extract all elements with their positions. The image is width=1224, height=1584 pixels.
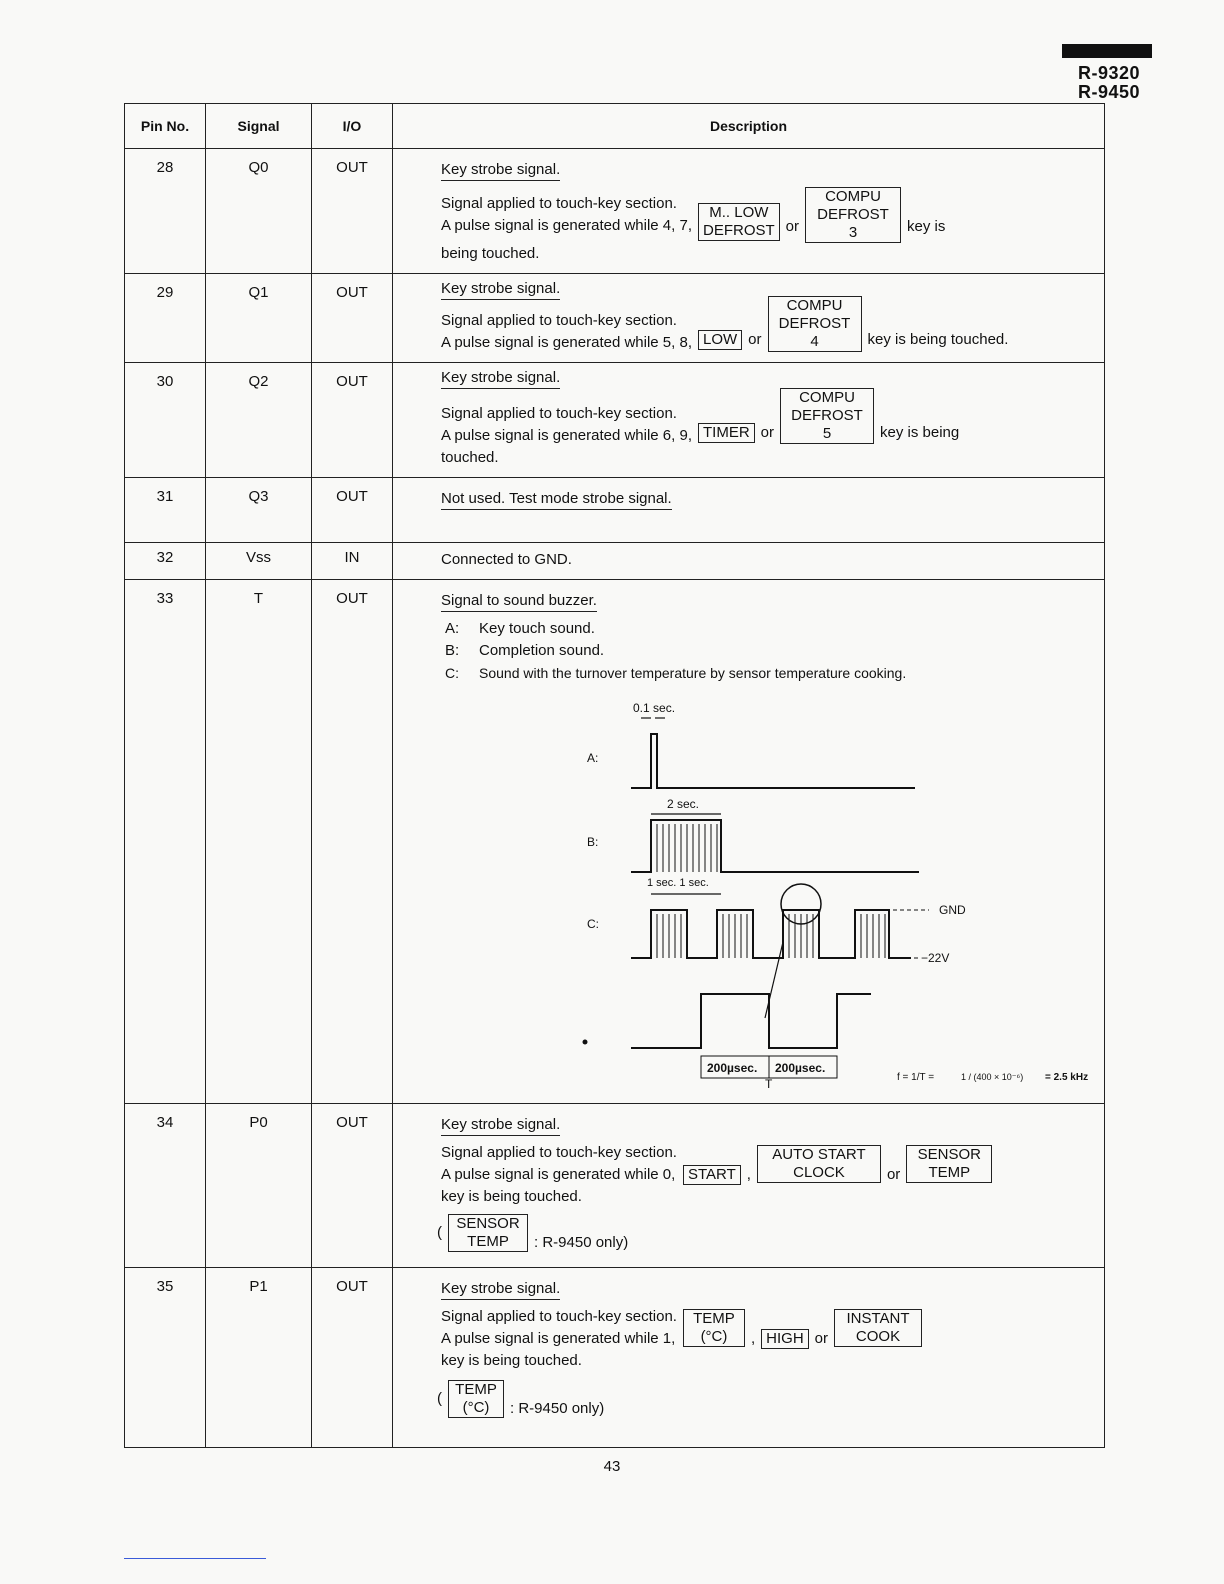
description: Key strobe signal. Signal applied to touch-key section. A pulse signal is generated while 0, START , AUTO START CLOCK or SENSOR TEMP key is being touched. ( SENSOR TEMP : R-9450 only) xyxy=(393,1104,1105,1268)
list-item: A: Key touch sound. xyxy=(445,620,595,637)
description-title: Signal to sound buzzer. xyxy=(441,591,597,612)
a-label: A: xyxy=(587,751,599,765)
signal-name: P0 xyxy=(206,1104,312,1268)
pin-number: 33 xyxy=(125,580,206,1104)
t1-label: 200µsec. xyxy=(707,1061,758,1075)
description-line: being touched. xyxy=(441,245,540,262)
pin-number: 31 xyxy=(125,478,206,543)
table-row xyxy=(125,1268,1105,1448)
io-type: OUT xyxy=(312,1104,393,1268)
a-time-label: 0.1 sec. xyxy=(633,701,676,715)
description-line: Connected to GND. xyxy=(441,551,572,568)
description-line: A pulse signal is generated while 5, 8, xyxy=(441,334,692,351)
description-title: Key strobe signal. xyxy=(441,1279,560,1300)
key-auto-start-clock: AUTO START CLOCK xyxy=(757,1145,881,1183)
list-item: B: Completion sound. xyxy=(445,642,605,659)
key-compu-defrost-4: COMPU DEFROST 4 xyxy=(768,296,862,352)
header-pin: Pin No. xyxy=(125,104,206,149)
key-start: START xyxy=(683,1165,741,1185)
io-type: OUT xyxy=(312,363,393,478)
io-type: OUT xyxy=(312,149,393,274)
or-text: or xyxy=(814,1330,828,1347)
header-description: Description xyxy=(393,104,1105,149)
b-label: B: xyxy=(587,835,599,849)
signal-name: Q2 xyxy=(206,363,312,478)
v22-label: −22V xyxy=(921,951,950,965)
buzzer-waveform-diagram xyxy=(521,688,1121,1088)
b-time-label: 2 sec. xyxy=(667,797,700,811)
key-compu-defrost-3: COMPU DEFROST 3 xyxy=(805,187,901,243)
description-tail: key is being touched. xyxy=(867,331,1009,348)
description-line: Signal applied to touch-key section. xyxy=(441,1144,677,1161)
key-temp-c-note: TEMP (°C) xyxy=(448,1380,504,1418)
waveform-b xyxy=(631,820,919,872)
io-type: IN xyxy=(312,543,393,580)
description-line: A pulse signal is generated while 4, 7, xyxy=(441,217,692,234)
description-title: Key strobe signal. xyxy=(441,368,560,389)
io-type: OUT xyxy=(312,580,393,1104)
table-row xyxy=(125,580,1105,1104)
model-number: R-9320 xyxy=(1078,63,1141,83)
note-text: : R-9450 only) xyxy=(510,1400,605,1417)
page-number: 43 xyxy=(603,1458,621,1475)
zoom-pointer xyxy=(765,942,783,1018)
description-title: Key strobe signal. xyxy=(441,1115,560,1136)
signal-name: P1 xyxy=(206,1268,312,1448)
description xyxy=(393,478,1105,543)
list-item: C: Sound with the turnover temperature by sensor temperature cooking. xyxy=(445,665,907,681)
table-header-row xyxy=(125,104,1105,149)
description: Key strobe signal. Signal applied to touch-key section. A pulse signal is generated while 1, TEMP (°C) , HIGH or INSTANT COOK key is being touched. ( TEMP (°C) : R-9450 only) xyxy=(393,1268,1105,1448)
description-line: Signal applied to touch-key section. xyxy=(441,195,677,212)
key-sensor-temp-note: SENSOR TEMP xyxy=(448,1214,528,1252)
description xyxy=(393,580,1105,1104)
description-line: touched. xyxy=(441,449,499,466)
description-line: Signal applied to touch-key section. xyxy=(441,312,677,329)
or-text: or xyxy=(760,424,775,441)
c-time-label: 1 sec. 1 sec. xyxy=(647,877,709,889)
or-text: or xyxy=(785,218,800,235)
pin-number: 35 xyxy=(125,1268,206,1448)
header-black-bar xyxy=(1062,44,1152,58)
pin-number: 29 xyxy=(125,274,206,363)
description-line: key is being touched. xyxy=(441,1188,582,1205)
table-row xyxy=(125,478,1105,543)
description xyxy=(393,543,1105,580)
description-line: A pulse signal is generated while 1, xyxy=(441,1330,676,1347)
bullet-dot xyxy=(583,1040,588,1045)
io-type: OUT xyxy=(312,1268,393,1448)
table-row xyxy=(125,149,1105,274)
gnd-label: GND xyxy=(939,903,966,917)
formula-fraction: 1 / (400 × 10⁻⁶) xyxy=(961,1072,1024,1082)
table-row xyxy=(125,1104,1105,1268)
note-text: : R-9450 only) xyxy=(534,1234,629,1251)
pin-description-table xyxy=(124,103,1105,1448)
key-timer: TIMER xyxy=(698,423,755,443)
header-signal: Signal xyxy=(206,104,312,149)
description-title: Not used. Test mode strobe signal. xyxy=(441,489,672,510)
square-wave xyxy=(631,994,871,1048)
waveform-c xyxy=(631,910,911,958)
io-type: OUT xyxy=(312,478,393,543)
description-tail: key is xyxy=(907,218,946,235)
header-io: I/O xyxy=(312,104,393,149)
key-compu-defrost-5: COMPU DEFROST 5 xyxy=(780,388,874,444)
description xyxy=(393,363,1105,478)
signal-name: Q1 xyxy=(206,274,312,363)
table-row xyxy=(125,363,1105,478)
description-title: Key strobe signal. xyxy=(441,279,560,300)
key-high: HIGH xyxy=(761,1329,809,1349)
description xyxy=(393,149,1105,274)
description xyxy=(393,274,1105,363)
key-mlow-defrost: M.. LOW DEFROST xyxy=(698,203,780,241)
pin-number: 28 xyxy=(125,149,206,274)
io-type: OUT xyxy=(312,274,393,363)
or-text: or xyxy=(886,1166,901,1183)
signal-name: Q0 xyxy=(206,149,312,274)
or-text: or xyxy=(748,331,762,348)
description-line: A pulse signal is generated while 0, xyxy=(441,1166,676,1183)
model-number: R-9450 xyxy=(1078,82,1141,102)
period-label: T xyxy=(765,1077,773,1088)
description-title: Key strobe signal. xyxy=(441,160,560,181)
sound-list xyxy=(445,618,1088,684)
description-line: key is being touched. xyxy=(441,1352,582,1369)
table-row xyxy=(125,274,1105,363)
key-temp-c: TEMP (°C) xyxy=(683,1309,745,1347)
signal-name: Q3 xyxy=(206,478,312,543)
key-instant-cook: INSTANT COOK xyxy=(834,1309,922,1347)
key-sensor-temp: SENSOR TEMP xyxy=(906,1145,992,1183)
waveform-b-fill xyxy=(657,824,717,872)
pin-number: 34 xyxy=(125,1104,206,1268)
pin-number: 32 xyxy=(125,543,206,580)
waveform-a xyxy=(631,734,915,788)
waveform-c-fill xyxy=(657,914,885,958)
description-tail: key is being xyxy=(880,424,960,441)
formula-rhs: = 2.5 kHz xyxy=(1045,1072,1089,1083)
signal-name: Vss xyxy=(206,543,312,580)
key-low: LOW xyxy=(698,330,742,350)
pin-number: 30 xyxy=(125,363,206,478)
footer-rule xyxy=(124,1558,266,1559)
formula-lhs: f = 1/T = xyxy=(897,1072,935,1083)
description-line: Signal applied to touch-key section. xyxy=(441,1308,677,1325)
table-row xyxy=(125,543,1105,580)
t2-label: 200µsec. xyxy=(775,1061,826,1075)
signal-name: T xyxy=(206,580,312,1104)
description-line: Signal applied to touch-key section. xyxy=(441,405,677,422)
description-line: A pulse signal is generated while 6, 9, xyxy=(441,427,692,444)
c-label: C: xyxy=(587,917,599,931)
